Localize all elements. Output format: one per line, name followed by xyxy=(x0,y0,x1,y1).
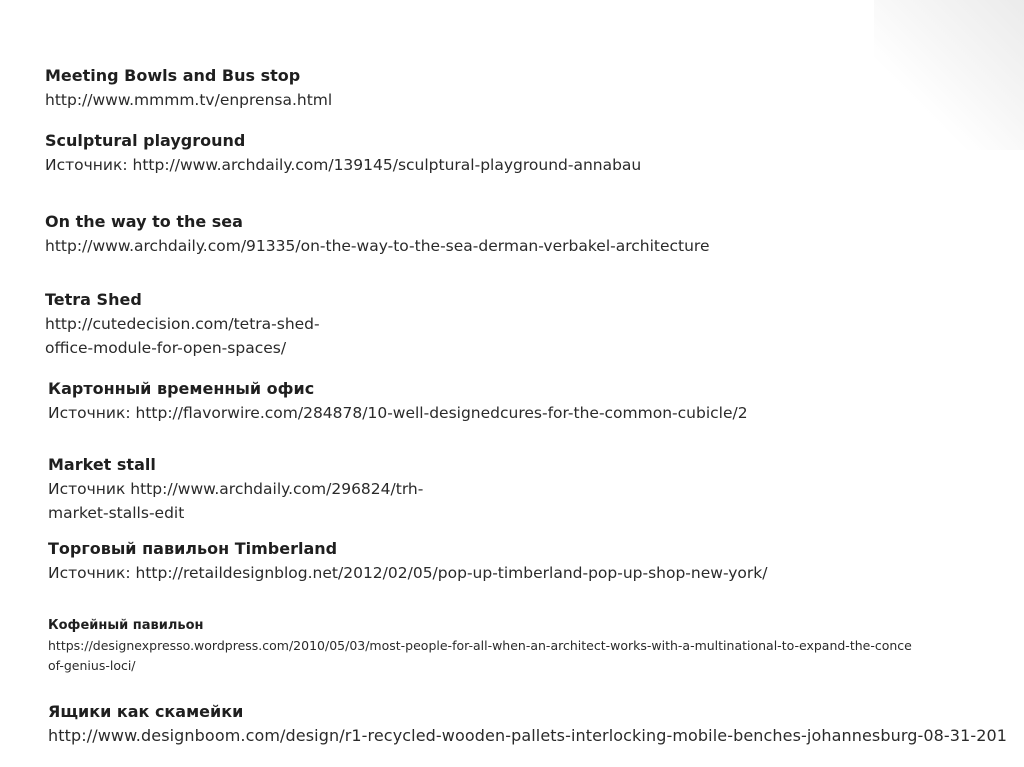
reference-timberland-pavilion xyxy=(48,537,768,585)
reference-cardboard-office xyxy=(48,377,748,425)
reference-link[interactable]: http://www.mmmm.tv/enprensa.html xyxy=(45,91,333,109)
reference-link[interactable]: Источник: http://www.archdaily.com/139145/sculptural-playground-annabau xyxy=(45,156,642,174)
reference-title: Meeting Bowls and Bus stop xyxy=(45,66,301,85)
reference-link[interactable]: Источник: http://flavorwire.com/284878/10-well-designedcures-for-the-common-cubicle/2 xyxy=(48,404,748,422)
reference-way-to-sea xyxy=(45,210,710,258)
reference-title: Market stall xyxy=(48,455,156,474)
reference-meeting-bowls xyxy=(45,64,332,112)
reference-title: Ящики как скамейки xyxy=(48,702,244,721)
reference-pallet-benches xyxy=(48,700,1007,748)
page-curl-decoration xyxy=(874,0,1024,150)
reference-link-continued[interactable]: office-module-for-open-spaces/ xyxy=(45,339,287,357)
reference-title: Tetra Shed xyxy=(45,290,142,309)
reference-link[interactable]: Источник: http://retaildesignblog.net/2012/02/05/pop-up-timberland-pop-up-shop-new-york/ xyxy=(48,564,768,582)
reference-market-stall xyxy=(48,453,423,525)
reference-sculptural-playground xyxy=(45,129,641,177)
reference-link[interactable]: http://cutedecision.com/tetra-shed- xyxy=(45,315,320,333)
reference-title: On the way to the sea xyxy=(45,212,243,231)
reference-title: Sculptural playground xyxy=(45,131,246,150)
reference-link[interactable]: Источник http://www.archdaily.com/296824/trh- xyxy=(48,480,424,498)
reference-coffee-pavilion xyxy=(48,616,912,676)
reference-tetra-shed xyxy=(45,288,320,360)
reference-link[interactable]: http://www.archdaily.com/91335/on-the-way-to-the-sea-derman-verbakel-architecture xyxy=(45,237,710,255)
reference-link[interactable]: https://designexpresso.wordpress.com/2010/05/03/most-people-for-all-when-an-architect-works-with-a-multinational-to-expand-the-conce xyxy=(48,638,912,653)
reference-title: Торговый павильон Timberland xyxy=(48,539,338,558)
reference-link-continued[interactable]: of-genius-loci/ xyxy=(48,658,136,673)
reference-link-continued[interactable]: market-stalls-edit xyxy=(48,504,185,522)
reference-link[interactable]: http://www.designboom.com/design/r1-recycled-wooden-pallets-interlocking-mobile-benches-johannesburg-08-31-201 xyxy=(48,726,1008,745)
reference-title: Кофейный павильон xyxy=(48,618,204,633)
reference-title: Картонный временный офис xyxy=(48,379,315,398)
